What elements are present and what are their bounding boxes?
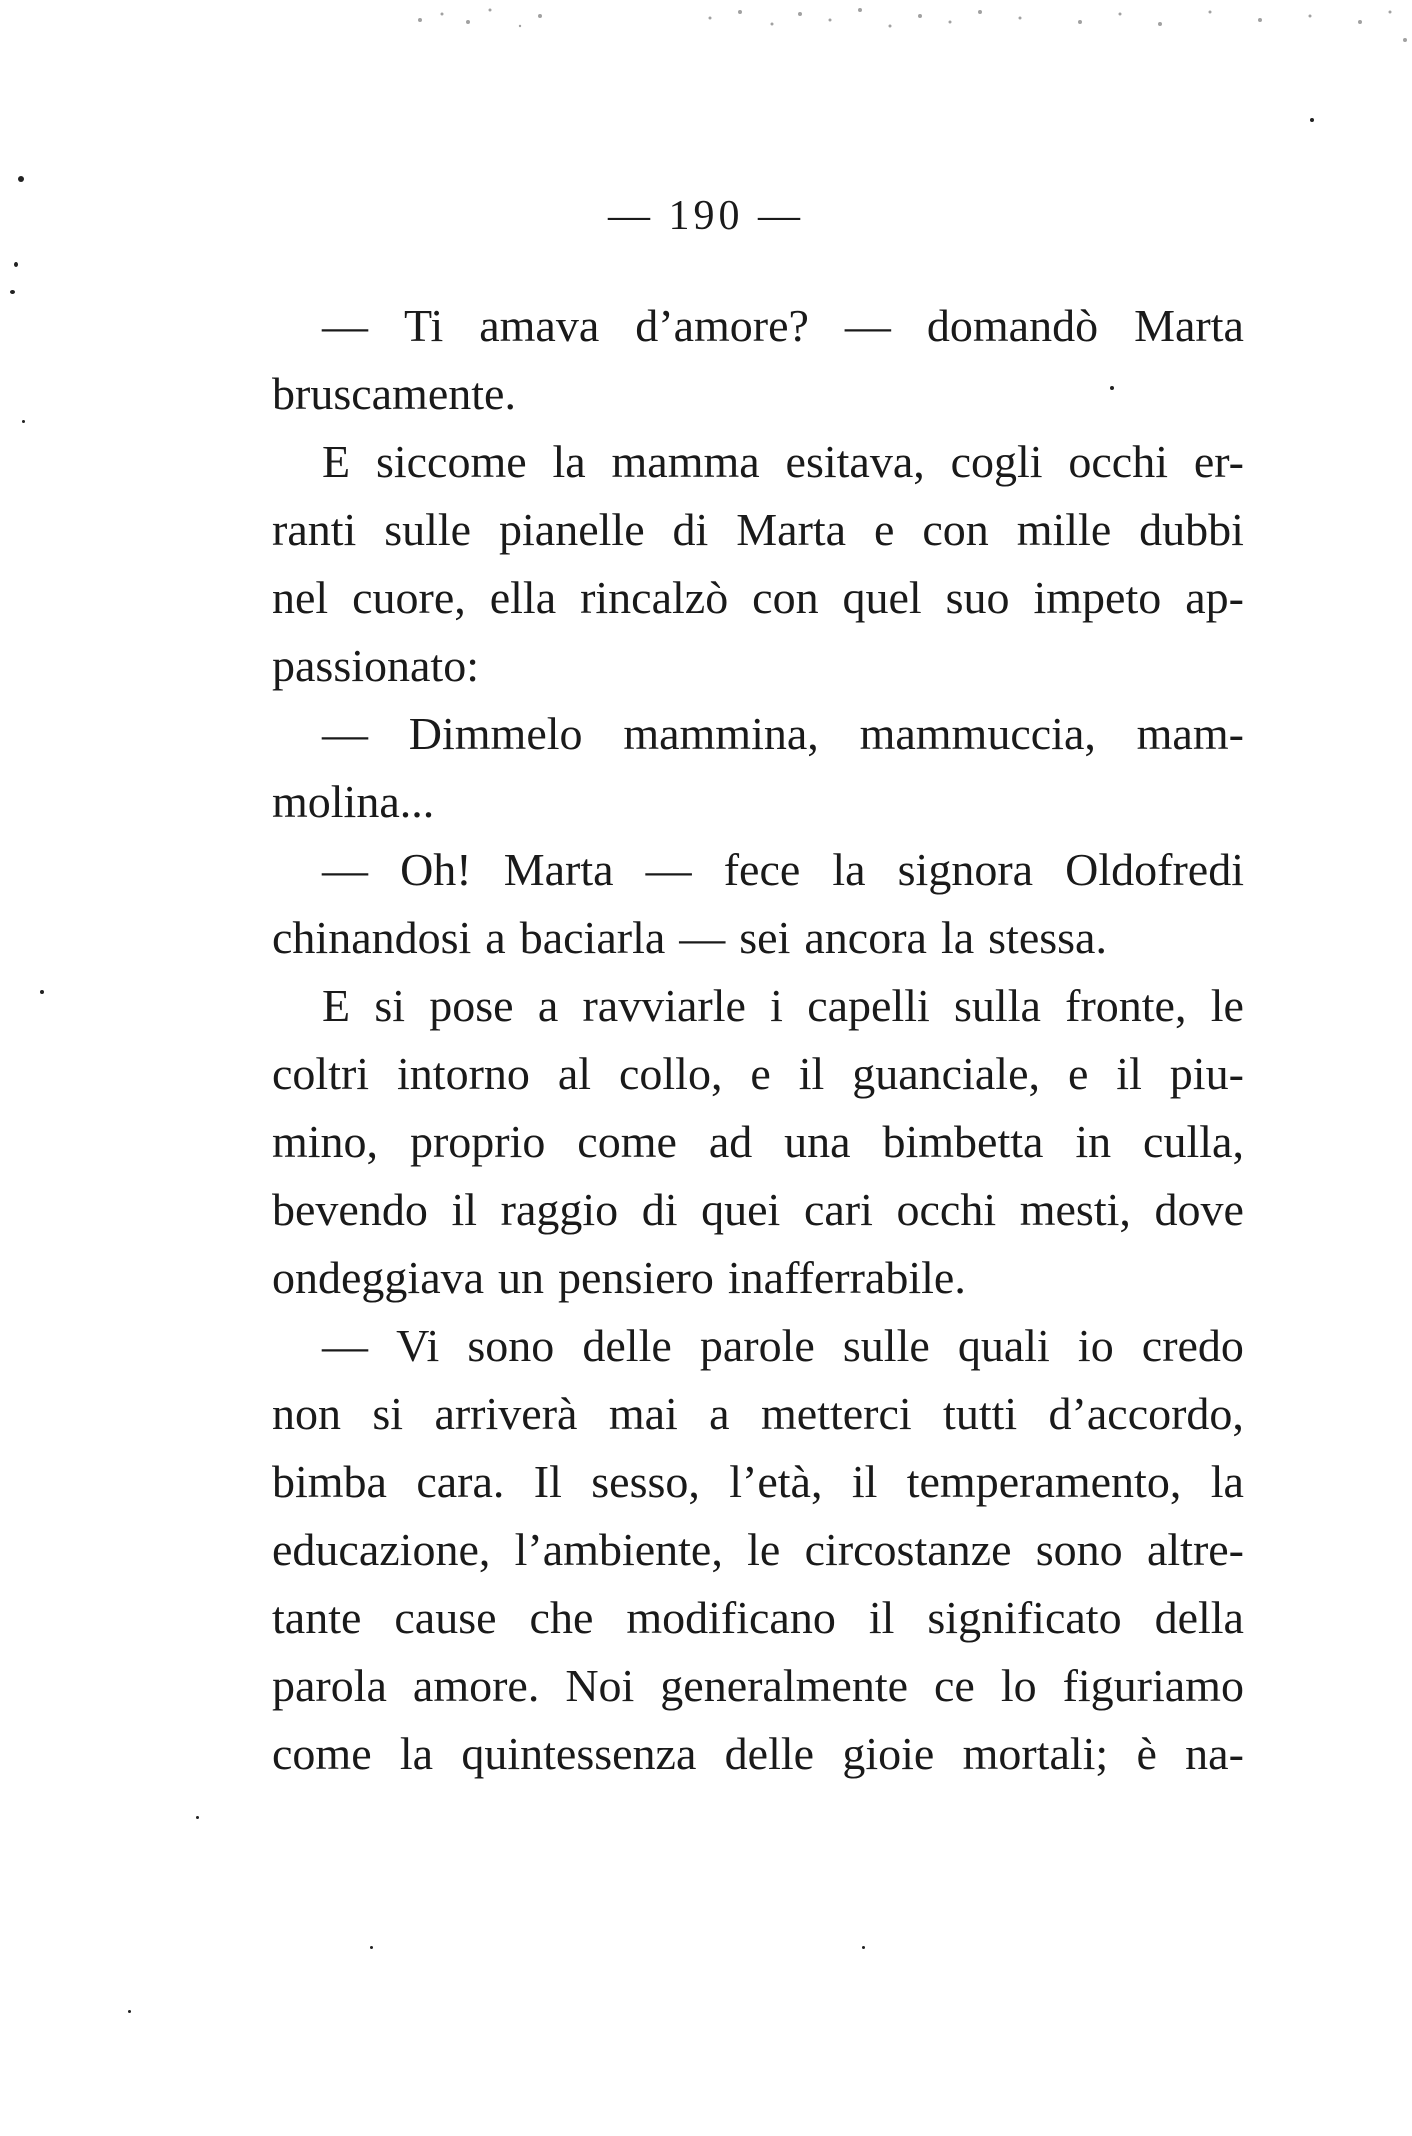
text-line: coltri intorno al collo, e il guanciale, e il piu- [272, 1048, 1244, 1099]
scan-noise-top [380, 0, 1412, 70]
text-line: nel cuore, ella rincalzò con quel suo impeto ap- [272, 572, 1244, 623]
speck [18, 176, 24, 182]
text-line: non si arriverà mai a metterci tutti d’accordo, [272, 1388, 1244, 1439]
text-line: bruscamente. [272, 368, 516, 419]
speck [196, 1816, 199, 1819]
text-line: bimba cara. Il sesso, l’età, il temperamento, la [272, 1456, 1244, 1507]
text-line: E si pose a ravviarle i capelli sulla fronte, le [322, 980, 1244, 1031]
page-number: — 190 — [608, 193, 804, 239]
text-line: bevendo il raggio di quei cari occhi mesti, dove [272, 1184, 1244, 1235]
text-line: molina... [272, 776, 435, 827]
speck [862, 1946, 865, 1949]
speck [14, 262, 18, 267]
text-line: come la quintessenza delle gioie mortali; è na- [272, 1728, 1244, 1779]
text-line: — Oh! Marta — fece la signora Oldofredi [322, 844, 1244, 895]
text-line: passionato: [272, 640, 479, 691]
speck [22, 420, 25, 423]
text-line: — Ti amava d’amore? — domandò Marta [322, 300, 1244, 351]
speck [40, 990, 44, 994]
text-line: tante cause che modificano il significato della [272, 1592, 1244, 1643]
speck [128, 2010, 131, 2013]
text-line: chinandosi a baciarla — sei ancora la stessa. [272, 912, 1107, 963]
text-line: — Dimmelo mammina, mammuccia, mam- [322, 708, 1244, 759]
text-line: parola amore. Noi generalmente ce lo figuriamo [272, 1660, 1244, 1711]
speck [1310, 118, 1314, 122]
text-line: E siccome la mamma esitava, cogli occhi er- [322, 436, 1244, 487]
text-line: mino, proprio come ad una bimbetta in culla, [272, 1116, 1244, 1167]
speck [10, 290, 15, 294]
text-line: ranti sulle pianelle di Marta e con mille dubbi [272, 504, 1244, 555]
body-text [272, 292, 1244, 1788]
text-line: educazione, l’ambiente, le circostanze sono altre- [272, 1524, 1244, 1575]
text-line: — Vi sono delle parole sulle quali io credo [322, 1320, 1244, 1371]
text-line: ondeggiava un pensiero inafferrabile. [272, 1252, 966, 1303]
speck [370, 1946, 373, 1949]
